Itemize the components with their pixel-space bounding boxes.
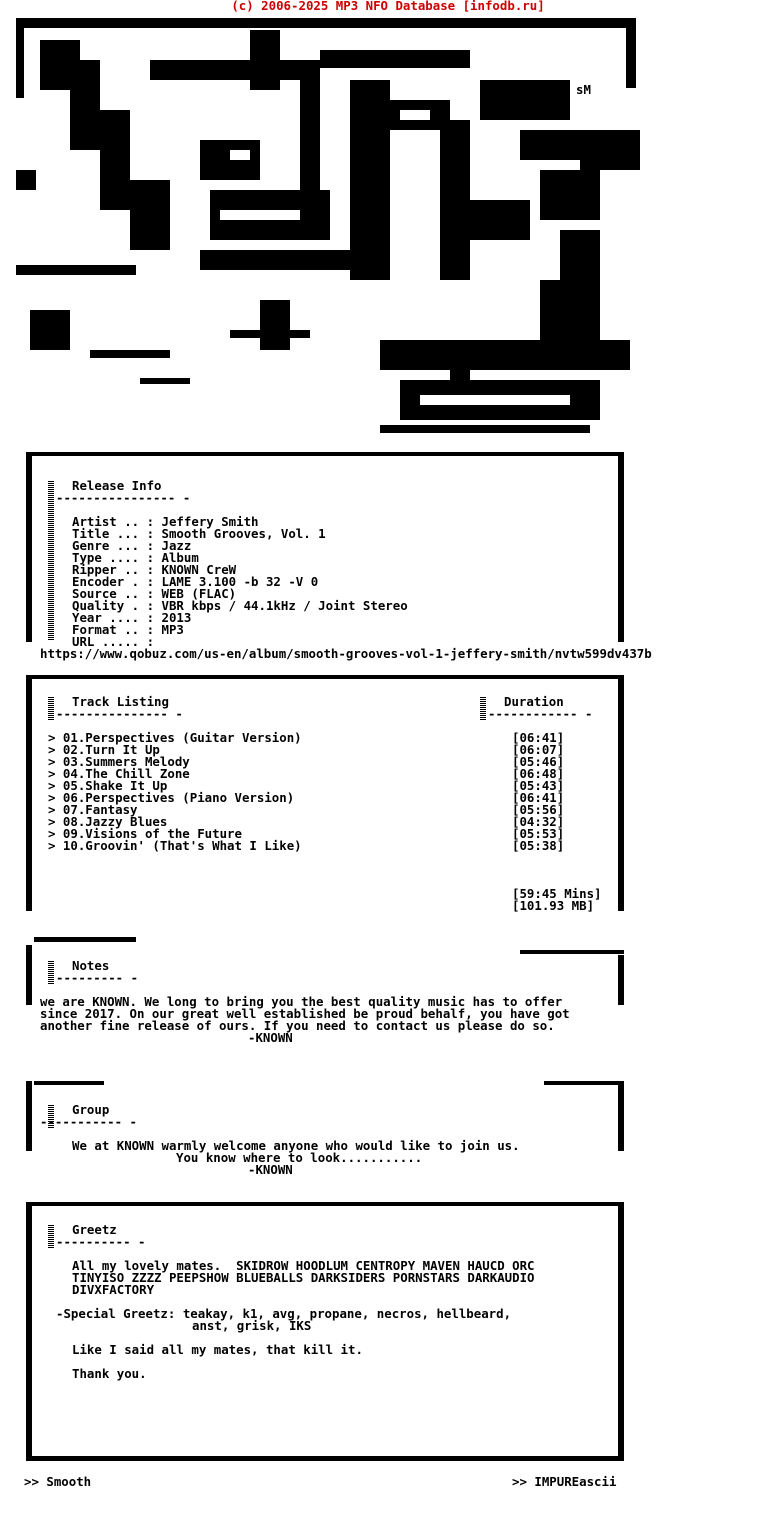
notes-line: we are KNOWN. We long to bring you the best quality music has to offer	[40, 994, 563, 1009]
track-duration: [06:48]	[512, 766, 565, 781]
track-duration: [05:56]	[512, 802, 565, 817]
notes-frame-top-left	[34, 937, 136, 942]
track-title: > 05.Shake It Up	[48, 778, 168, 793]
release-frame-right	[618, 452, 624, 642]
release-field: Type .... : Album	[72, 550, 199, 565]
group-line: You know where to look...........	[176, 1150, 423, 1165]
greetz-line: TINYISO ZZZZ PEEPSHOW BLUEBALLS DARKSIDERS PORNSTARS DARKAUDIO	[72, 1270, 535, 1285]
greetz-frame-bottom	[26, 1456, 624, 1461]
track-title: > 04.The Chill Zone	[48, 766, 190, 781]
track-title: > 01.Perspectives (Guitar Version)	[48, 730, 302, 745]
release-heading: Release Info	[72, 478, 162, 493]
release-frame-left	[26, 452, 32, 642]
total-size: [101.93 MB]	[512, 898, 595, 913]
tracks-heading: Track Listing	[72, 694, 169, 709]
greetz-special: -Special Greetz: teakay, k1, avg, propane, necros, hellbeard,	[56, 1306, 512, 1321]
release-url-link[interactable]: https://www.qobuz.com/us-en/album/smooth-grooves-vol-1-jeffery-smith/nvtw599dv437b	[40, 646, 652, 661]
greetz-shade	[48, 1224, 54, 1248]
track-title: > 02.Turn It Up	[48, 742, 160, 757]
tracks-underline: --------------- -	[56, 706, 183, 721]
tracks-frame-top	[26, 675, 624, 679]
track-title: > 07.Fantasy	[48, 802, 138, 817]
footer-right: >> IMPUREascii	[512, 1474, 617, 1489]
track-duration: [05:43]	[512, 778, 565, 793]
release-field: Artist .. : Jeffery Smith	[72, 514, 259, 529]
group-line: We at KNOWN warmly welcome anyone who would like to join us.	[72, 1138, 520, 1153]
release-underline: ---------------- -	[56, 490, 191, 505]
greetz-line: Like I said all my mates, that kill it.	[72, 1342, 363, 1357]
duration-underline: ------------ -	[488, 706, 593, 721]
track-duration: [04:32]	[512, 814, 565, 829]
release-shade	[48, 480, 54, 640]
greetz-special: anst, grisk, IKS	[192, 1318, 312, 1333]
greetz-line: DIVXFACTORY	[72, 1282, 155, 1297]
tracks-frame-right	[618, 675, 624, 911]
release-frame-top	[26, 452, 624, 456]
notes-frame-left	[26, 945, 32, 1005]
notes-frame-right	[618, 955, 624, 1005]
release-field: Genre ... : Jazz	[72, 538, 192, 553]
group-frame-top-right	[544, 1081, 624, 1085]
release-field: Title ... : Smooth Grooves, Vol. 1	[72, 526, 326, 541]
track-duration: [06:41]	[512, 730, 565, 745]
greetz-underline: ---------- -	[56, 1234, 146, 1249]
notes-heading: Notes	[72, 958, 110, 973]
release-field: Year .... : 2013	[72, 610, 192, 625]
logo-tag: sM	[576, 82, 591, 97]
release-field: Source .. : WEB (FLAC)	[72, 586, 237, 601]
group-frame-top-left	[34, 1081, 104, 1085]
track-title: > 09.Visions of the Future	[48, 826, 242, 841]
greetz-line: Thank you.	[72, 1366, 147, 1381]
duration-shade	[480, 696, 486, 720]
release-field: Quality . : VBR kbps / 44.1kHz / Joint Stereo	[72, 598, 408, 613]
release-field: Ripper .. : KNOWN CreW	[72, 562, 237, 577]
greetz-frame-left	[26, 1202, 32, 1460]
footer-left: >> Smooth	[24, 1474, 92, 1489]
group-frame-right	[618, 1081, 624, 1151]
notes-shade	[48, 960, 54, 984]
notes-line: another fine release of ours. If you need to contact us please do so.	[40, 1018, 555, 1033]
notes-frame-top-right	[520, 950, 624, 954]
track-title: > 10.Groovin' (That's What I Like)	[48, 838, 302, 853]
track-title: > 06.Perspectives (Piano Version)	[48, 790, 295, 805]
total-time: [59:45 Mins]	[512, 886, 602, 901]
notes-underline: --------- -	[56, 970, 139, 985]
release-field: URL ..... :	[72, 634, 155, 649]
greetz-line: All my lovely mates. SKIDROW HOODLUM CENTROPY MAVEN HAUCD ORC	[72, 1258, 535, 1273]
track-duration: [06:41]	[512, 790, 565, 805]
ascii-logo-art	[0, 0, 776, 445]
track-duration: [05:46]	[512, 754, 565, 769]
tracks-shade	[48, 696, 54, 720]
notes-signature: -KNOWN	[248, 1030, 293, 1045]
release-field: Format .. : MP3	[72, 622, 184, 637]
group-heading: Group	[72, 1102, 110, 1117]
greetz-frame-right	[618, 1202, 624, 1460]
track-duration: [05:38]	[512, 838, 565, 853]
track-duration: [05:53]	[512, 826, 565, 841]
copyright-header: (c) 2006-2025 MP3 NFO Database [infodb.ru]	[231, 0, 545, 13]
track-duration: [06:07]	[512, 742, 565, 757]
release-field: Encoder . : LAME 3.100 -b 32 -V 0	[72, 574, 319, 589]
group-frame-left	[26, 1081, 32, 1151]
greetz-frame-top	[26, 1202, 624, 1206]
track-title: > 03.Summers Melody	[48, 754, 190, 769]
group-underline: ----------- -	[40, 1114, 137, 1129]
group-signature: -KNOWN	[248, 1162, 293, 1177]
tracks-frame-left	[26, 675, 32, 911]
notes-line: since 2017. On our great well established be proud behalf, you have got	[40, 1006, 570, 1021]
duration-heading: Duration	[504, 694, 564, 709]
track-title: > 08.Jazzy Blues	[48, 814, 168, 829]
greetz-heading: Greetz	[72, 1222, 117, 1237]
